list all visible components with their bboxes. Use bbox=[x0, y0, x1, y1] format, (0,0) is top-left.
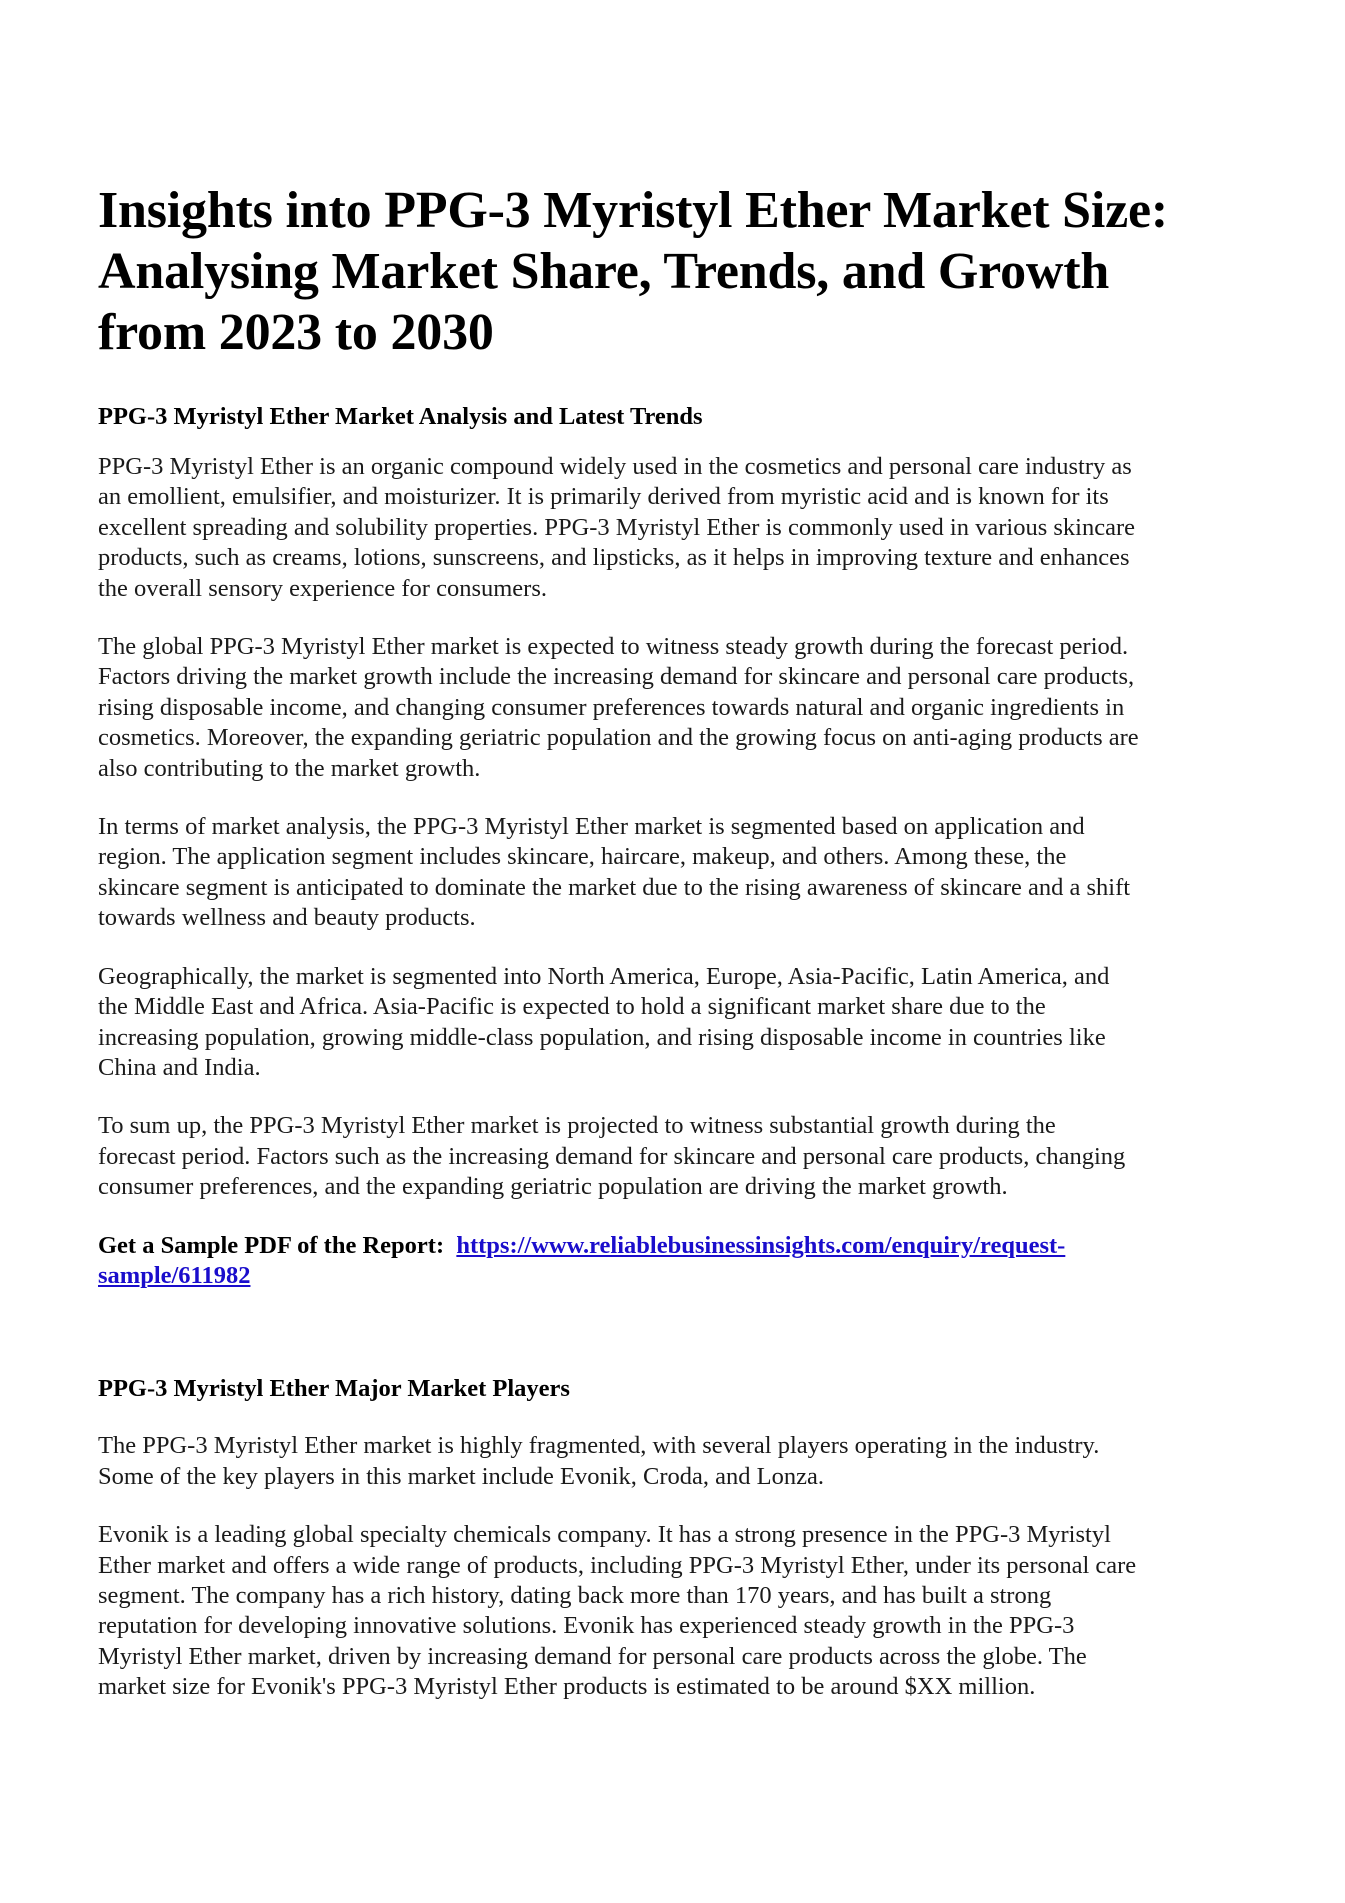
document-title bbox=[98, 180, 1278, 363]
title-line: Analysing Market Share, Trends, and Growth bbox=[98, 243, 1110, 300]
text-line: Some of the key players in this market include Evonik, Croda, and Lonza. bbox=[98, 1462, 824, 1490]
text-line: Ether market and offers a wide range of products, including PPG-3 Myristyl Ether, under its personal care bbox=[98, 1551, 1137, 1579]
text-line: market size for Evonik's PPG-3 Myristyl Ether products is estimated to be around $XX million. bbox=[98, 1673, 1036, 1701]
text-line: The PPG-3 Myristyl Ether market is highly fragmented, with several players operating in the industry. bbox=[98, 1432, 1100, 1460]
text-line: rising disposable income, and changing consumer preferences towards natural and organic ingredients in bbox=[98, 693, 1125, 721]
text-line: excellent spreading and solubility properties. PPG-3 Myristyl Ether is commonly used in various skincare bbox=[98, 513, 1135, 541]
text-line: Geographically, the market is segmented into North America, Europe, Asia-Pacific, Latin America, and bbox=[98, 962, 1110, 990]
paragraph-segmentation bbox=[98, 812, 1278, 934]
sample-pdf-block bbox=[98, 1231, 1278, 1292]
text-line: PPG-3 Myristyl Ether is an organic compound widely used in the cosmetics and personal care industry as bbox=[98, 453, 1132, 480]
sample-pdf-line bbox=[98, 1261, 1278, 1291]
paragraph-product-description bbox=[98, 452, 1278, 604]
section-heading-market-analysis: PPG-3 Myristyl Ether Market Analysis and Latest Trends bbox=[98, 403, 703, 430]
text-line: region. The application segment includes skincare, haircare, makeup, and others. Among these, the bbox=[98, 843, 1067, 871]
text-line: The global PPG-3 Myristyl Ether market is expected to witness steady growth during the forecast period. bbox=[98, 633, 1129, 661]
text-line: forecast period. Factors such as the increasing demand for skincare and personal care products, changing bbox=[98, 1142, 1126, 1170]
text-line: In terms of market analysis, the PPG-3 Myristyl Ether market is segmented based on application and bbox=[98, 813, 1085, 841]
text-line: products, such as creams, lotions, sunscreens, and lipsticks, as it helps in improving texture and enhances bbox=[98, 544, 1130, 572]
sample-pdf-link[interactable]: https://www.reliablebusinessinsights.com/enquiry/request- bbox=[456, 1231, 1066, 1259]
text-line: also contributing to the market growth. bbox=[98, 754, 481, 782]
sample-pdf-line bbox=[98, 1231, 1278, 1261]
title-line: Insights into PPG-3 Myristyl Ether Market Size: bbox=[98, 182, 1168, 239]
paragraph-global-market bbox=[98, 632, 1278, 784]
text-line: the overall sensory experience for consumers. bbox=[98, 574, 547, 602]
sample-pdf-link-continued[interactable]: sample/611982 bbox=[98, 1261, 251, 1289]
document-page bbox=[98, 180, 1278, 1703]
text-line: Evonik is a leading global specialty chemicals company. It has a strong presence in the PPG-3 Myristyl bbox=[98, 1521, 1111, 1549]
paragraph-summary bbox=[98, 1111, 1278, 1202]
title-line: from 2023 to 2030 bbox=[98, 304, 494, 361]
text-line: consumer preferences, and the expanding geriatric population are driving the market growth. bbox=[98, 1173, 1008, 1201]
text-line: the Middle East and Africa. Asia-Pacific is expected to hold a significant market share due to the bbox=[98, 993, 1046, 1021]
text-line: To sum up, the PPG-3 Myristyl Ether market is projected to witness substantial growth during the bbox=[98, 1112, 1056, 1140]
paragraph-geography bbox=[98, 962, 1278, 1084]
text-line: cosmetics. Moreover, the expanding geriatric population and the growing focus on anti-aging products are bbox=[98, 724, 1139, 752]
text-line: skincare segment is anticipated to dominate the market due to the rising awareness of skincare and a shift bbox=[98, 873, 1131, 901]
paragraph-fragmented-market bbox=[98, 1431, 1278, 1492]
text-line: China and India. bbox=[98, 1053, 261, 1081]
sample-pdf-label: Get a Sample PDF of the Report: bbox=[98, 1231, 445, 1259]
text-line: segment. The company has a rich history, dating back more than 170 years, and has built a strong bbox=[98, 1581, 1052, 1609]
section-heading-major-players: PPG-3 Myristyl Ether Major Market Players bbox=[98, 1375, 570, 1403]
text-line: Factors driving the market growth include the increasing demand for skincare and personal care products, bbox=[98, 663, 1135, 691]
paragraph-evonik bbox=[98, 1520, 1278, 1702]
text-line: increasing population, growing middle-class population, and rising disposable income in countries like bbox=[98, 1023, 1106, 1051]
text-line: an emollient, emulsifier, and moisturizer. It is primarily derived from myristic acid and is known for its bbox=[98, 483, 1109, 511]
text-line: reputation for developing innovative solutions. Evonik has experienced steady growth in the PPG-3 bbox=[98, 1612, 1075, 1640]
text-line: Myristyl Ether market, driven by increasing demand for personal care products across the globe. The bbox=[98, 1642, 1087, 1670]
text-line: towards wellness and beauty products. bbox=[98, 904, 476, 932]
